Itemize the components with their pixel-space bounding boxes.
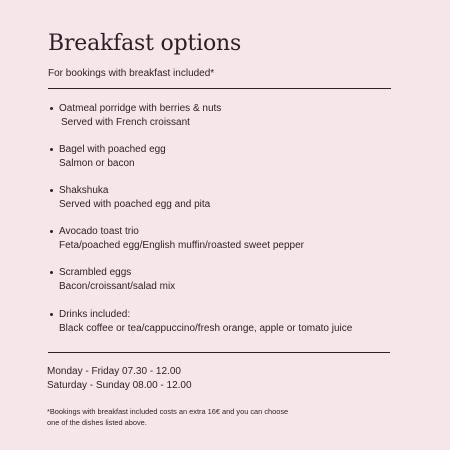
bullet-icon <box>50 189 53 192</box>
menu-item-detail: Black coffee or tea/cappuccino/fresh orange, apple or tomato juice <box>59 323 353 334</box>
menu-item-name: Oatmeal porridge with berries & nuts <box>59 103 222 114</box>
opening-hours <box>47 365 192 393</box>
bullet-icon <box>50 271 53 274</box>
hours-weekend: Saturday - Sunday 08.00 - 12.00 <box>47 380 192 391</box>
subtitle: For bookings with breakfast included* <box>48 68 215 79</box>
page-title: Breakfast options <box>48 31 242 56</box>
bullet-icon <box>50 148 53 151</box>
menu-item-name: Shakshuka <box>59 185 109 196</box>
menu-item-detail: Salmon or bacon <box>59 158 135 169</box>
menu-item-name: Drinks included: <box>59 309 131 320</box>
bottom-divider <box>48 352 390 353</box>
menu-item-name: Bagel with poached egg <box>59 144 166 155</box>
bullet-icon <box>50 313 53 316</box>
hours-weekdays: Monday - Friday 07.30 - 12.00 <box>47 366 181 377</box>
menu-item-detail: Served with French croissant <box>61 117 190 128</box>
footnote-line: *Bookings with breakfast included costs an extra 16€ and you can choose <box>47 407 289 416</box>
footnote-line: one of the dishes listed above. <box>47 418 147 427</box>
menu-item-name: Avocado toast trio <box>59 226 139 237</box>
top-divider <box>48 88 391 89</box>
menu-item-name: Scrambled eggs <box>59 267 132 278</box>
bullet-icon <box>50 230 53 233</box>
menu-item-detail: Bacon/croissant/salad mix <box>59 281 176 292</box>
footnote <box>47 406 407 428</box>
bullet-icon <box>50 107 53 110</box>
menu-item-detail: Feta/poached egg/English muffin/roasted sweet pepper <box>59 240 304 251</box>
menu-item-detail: Served with poached egg and pita <box>59 199 211 210</box>
